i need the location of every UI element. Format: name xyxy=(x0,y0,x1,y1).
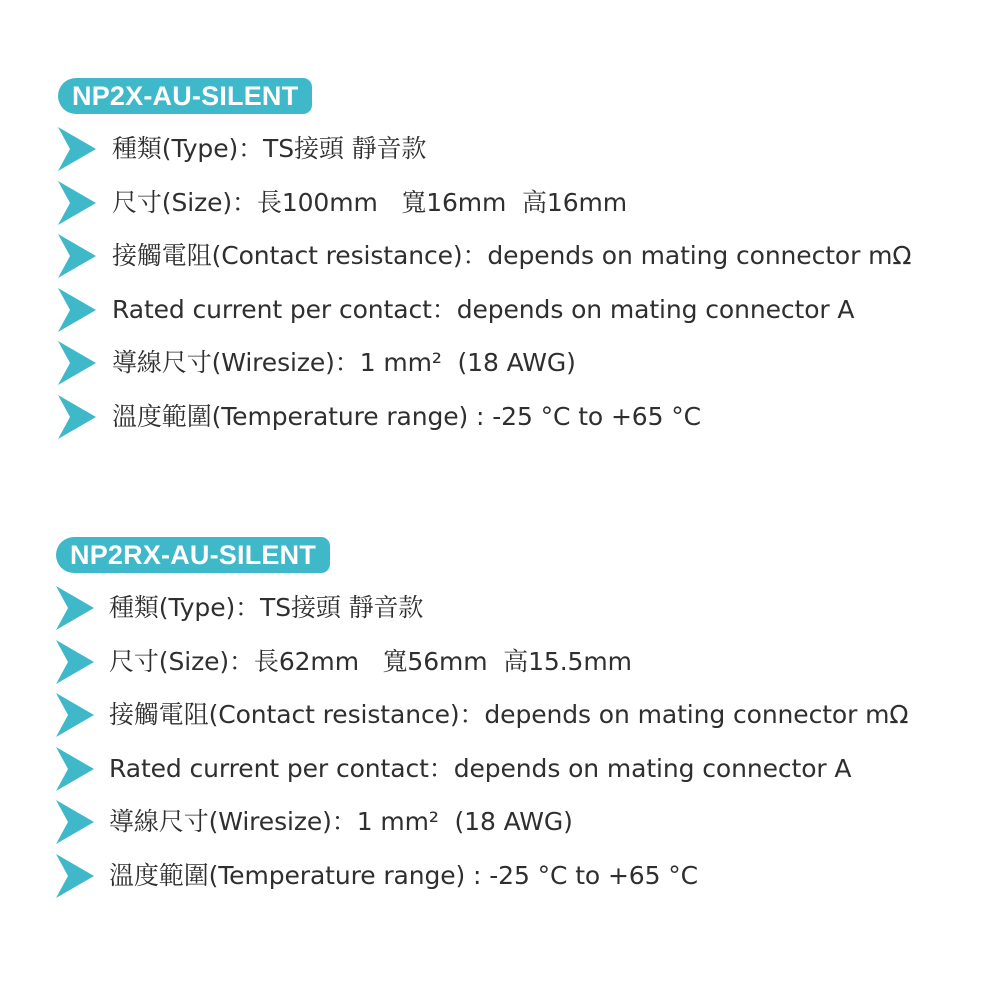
spec-text-type: 種類(Type)：TS接頭 靜音款 xyxy=(109,593,424,622)
spec-text-size: 尺寸(Size)：長100mm 寬16mm 高16mm xyxy=(112,188,628,217)
chevron-right-icon xyxy=(58,395,96,439)
spec-text-rated-current: Rated current per contact：depends on mating connector A xyxy=(112,295,855,324)
spec-text-contact-resistance: 接觸電阻(Contact resistance)：depends on mating connector mΩ xyxy=(109,700,909,729)
spec-row-rated-current xyxy=(0,743,1000,797)
spec-row-contact-resistance xyxy=(0,230,1000,284)
spec-text-temperature: 溫度範圍(Temperature range) : -25 °C to +65 °C xyxy=(109,861,699,890)
spec-text-contact-resistance: 接觸電阻(Contact resistance)：depends on mating connector mΩ xyxy=(112,241,912,270)
spec-text-temperature: 溫度範圍(Temperature range) : -25 °C to +65 °C xyxy=(112,402,702,431)
chevron-right-icon xyxy=(58,341,96,385)
spec-row-type xyxy=(0,582,1000,636)
spec-row-contact-resistance xyxy=(0,689,1000,743)
chevron-right-icon xyxy=(56,586,94,630)
spec-row-type xyxy=(0,123,1000,177)
spec-text-type: 種類(Type)：TS接頭 靜音款 xyxy=(112,134,427,163)
chevron-right-icon xyxy=(56,747,94,791)
chevron-right-icon xyxy=(56,800,94,844)
chevron-right-icon xyxy=(56,854,94,898)
spec-row-wiresize xyxy=(0,337,1000,391)
chevron-right-icon xyxy=(56,693,94,737)
spec-row-size xyxy=(0,636,1000,690)
spec-text-wiresize: 導線尺寸(Wiresize)：1 mm² (18 AWG) xyxy=(112,348,576,377)
spec-row-temperature xyxy=(0,850,1000,904)
spec-row-temperature xyxy=(0,391,1000,445)
spec-row-size xyxy=(0,177,1000,231)
chevron-right-icon xyxy=(58,127,96,171)
chevron-right-icon xyxy=(58,181,96,225)
product-title-badge: NP2X-AU-SILENT xyxy=(58,78,312,114)
spec-row-wiresize xyxy=(0,796,1000,850)
spec-row-rated-current xyxy=(0,284,1000,338)
chevron-right-icon xyxy=(58,234,96,278)
spec-text-wiresize: 導線尺寸(Wiresize)：1 mm² (18 AWG) xyxy=(109,807,573,836)
spec-text-size: 尺寸(Size)：長62mm 寬56mm 高15.5mm xyxy=(109,647,632,676)
product-title-badge: NP2RX-AU-SILENT xyxy=(56,537,330,573)
spec-text-rated-current: Rated current per contact：depends on mating connector A xyxy=(109,754,852,783)
chevron-right-icon xyxy=(58,288,96,332)
chevron-right-icon xyxy=(56,640,94,684)
